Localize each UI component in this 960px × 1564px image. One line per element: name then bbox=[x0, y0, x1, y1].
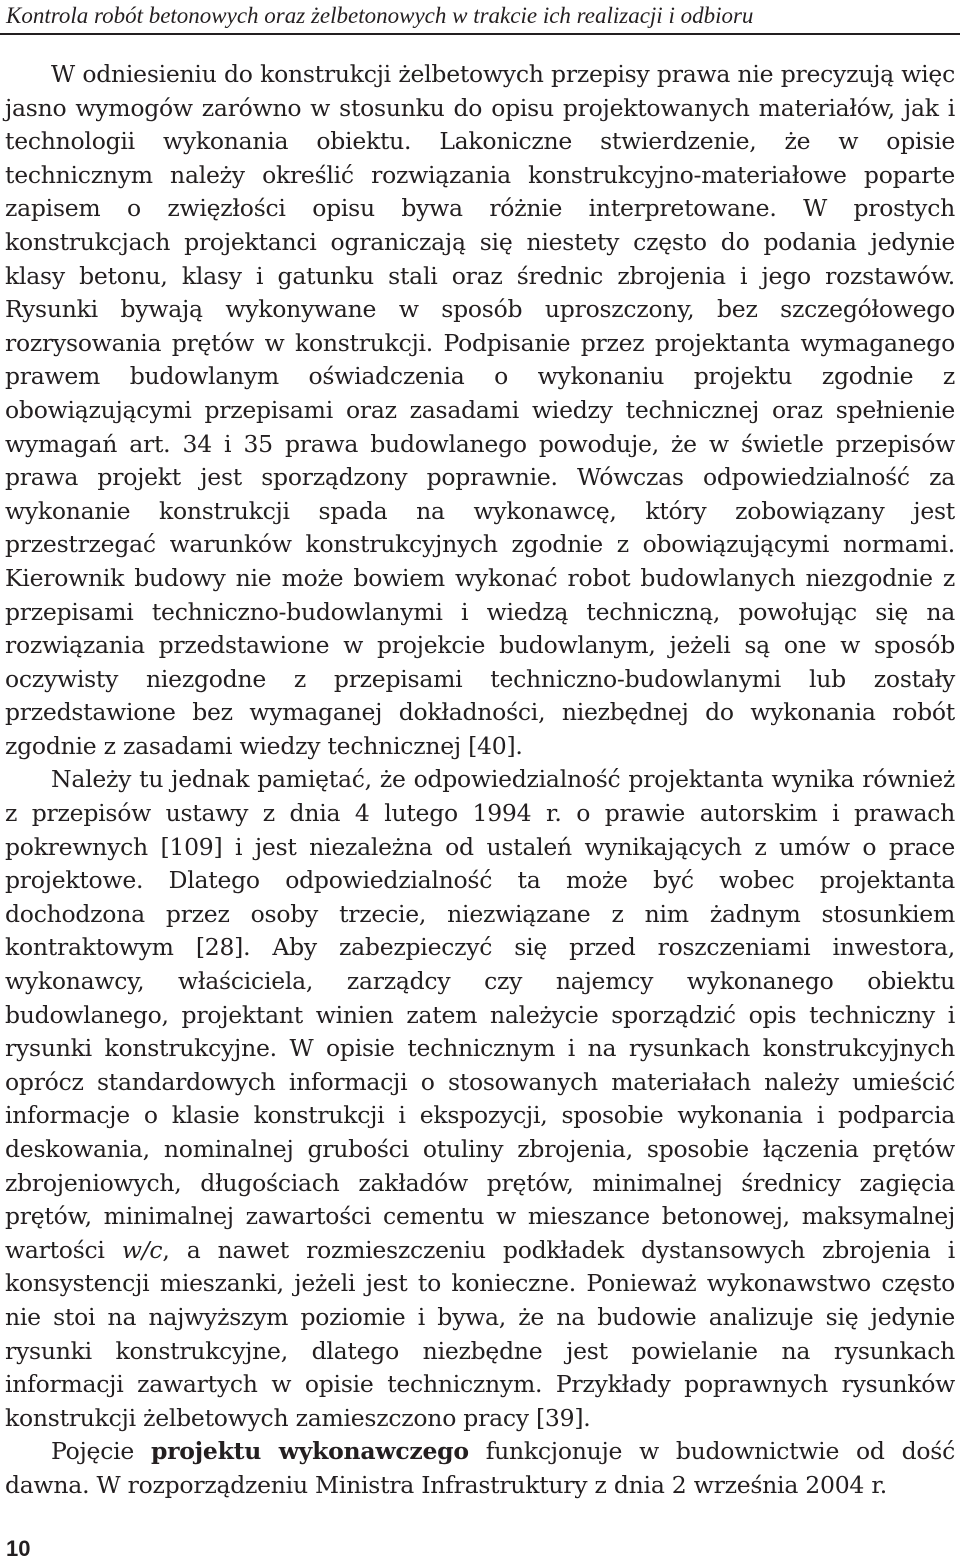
body-text bbox=[5, 58, 955, 1503]
running-head: Kontrola robót betonowych oraz żelbetonowych w trakcie ich realizacji i odbioru bbox=[6, 3, 754, 28]
header-rule bbox=[0, 33, 960, 35]
wc-ratio-symbol: w/c bbox=[121, 1235, 163, 1264]
paragraph-3-text-a: Pojęcie bbox=[51, 1437, 135, 1466]
paragraph-3 bbox=[5, 1435, 955, 1502]
paragraph-1 bbox=[5, 58, 955, 763]
bold-term: projektu wykonawczego bbox=[150, 1437, 469, 1466]
paragraph-2-text-b: , a nawet rozmieszczeniu podkładek dystansowych zbrojenia i konsystencji mieszanki, jeżeli jest to konieczne. Ponieważ wykonawstwo często nie stoi na najwyższym poziomie i bywa, że na budowie analizuje się jedynie rysunki konstrukcyjne, dlatego niezbędne jest powielanie na rysunkach informacji zawartych w opisie technicznym. Przykłady poprawnych rysunków konstrukcji żelbetowych zamieszczono pracy [39]. bbox=[5, 1235, 955, 1432]
page-number: 10 bbox=[6, 1536, 31, 1561]
paragraph-3-text-b: funkcjonuje w budownictwie od dość dawna. W rozporządzeniu Ministra Infrastruktury z dnia 2 września 2004 r. bbox=[5, 1437, 955, 1499]
paragraph-1-text: W odniesieniu do konstrukcji żelbetowych przepisy prawa nie precyzują więc jasno wymogów zarówno w stosunku do opisu projektowanych materiałów, jak i technologii wykonania obiektu. Lakoniczne stwierdzenie, że w opisie technicznym należy określić rozwiązania konstrukcyjno-materiałowe poparte zapisem o zwięzłości opisu bywa różnie interpretowane. W prostych konstrukcjach projektanci ograniczają się niestety często do podania jedynie klasy betonu, klasy i gatunku stali oraz średnic zbrojenia i jego rozstawów. Rysunki bywają wykonywane w sposób uproszczony, bez szczegółowego rozrysowania prętów w konstrukcji. Podpisanie przez projektanta wymaganego prawem budowlanym oświadczenia o wykonaniu projektu zgodnie z obowiązującymi przepisami oraz zasadami wiedzy technicznej oraz spełnienie wymagań art. 34 i 35 prawa budowlanego powoduje, że w świetle przepisów prawa projekt jest sporządzony poprawnie. Wówczas odpowiedzialność za wykonanie konstrukcji spada na wykonawcę, który zobowiązany jest przestrzegać warunków konstrukcyjnych zgodnie z obowiązującymi normami. Kierownik budowy nie może bowiem wykonać robot budowlanych niezgodnie z przepisami techniczno-budowlanymi i wiedzą techniczną, powołując się na rozwiązania przedstawione w projekcie budowlanym, jeżeli są one w sposób oczywisty niezgodne z przepisami techniczno-budowlanymi lub zostały przedstawione bez wymaganej dokładności, niezbędnej do wykonania robót zgodnie z zasadami wiedzy technicznej [40]. bbox=[5, 60, 955, 760]
paragraph-2-text-a: Należy tu jednak pamiętać, że odpowiedzialność projektanta wynika również z przepisów ustawy z dnia 4 lutego 1994 r. o prawie autorskim i prawach pokrewnych [109] i jest niezależna od ustaleń wynikających z umów o prace projektowe. Dlatego odpowiedzialność ta może być wobec projektanta dochodzona przez osoby trzecie, niezwiązane z nim żadnym stosunkiem kontraktowym [28]. Aby zabezpieczyć się przed roszczeniami inwestora, wykonawcy, właściciela, zarządcy czy najemcy wykonanego obiektu budowlanego, projektant winien zatem należycie sporządzić opis techniczny i rysunki konstrukcyjne. W opisie technicznym i na rysunkach konstrukcyjnych oprócz standardowych informacji o stosowanych materiałach należy umieścić informacje o klasie konstrukcji i ekspozycji, sposobie wykonania i podparcia deskowania, nominalnej grubości otuliny zbrojenia, sposobie łączenia prętów zbrojeniowych, długościach zakładów prętów, minimalnej średnicy zagięcia prętów, minimalnej zawartości cementu w mieszance betonowej, maksymalnej wartości bbox=[5, 765, 955, 1264]
paragraph-2 bbox=[5, 763, 955, 1435]
